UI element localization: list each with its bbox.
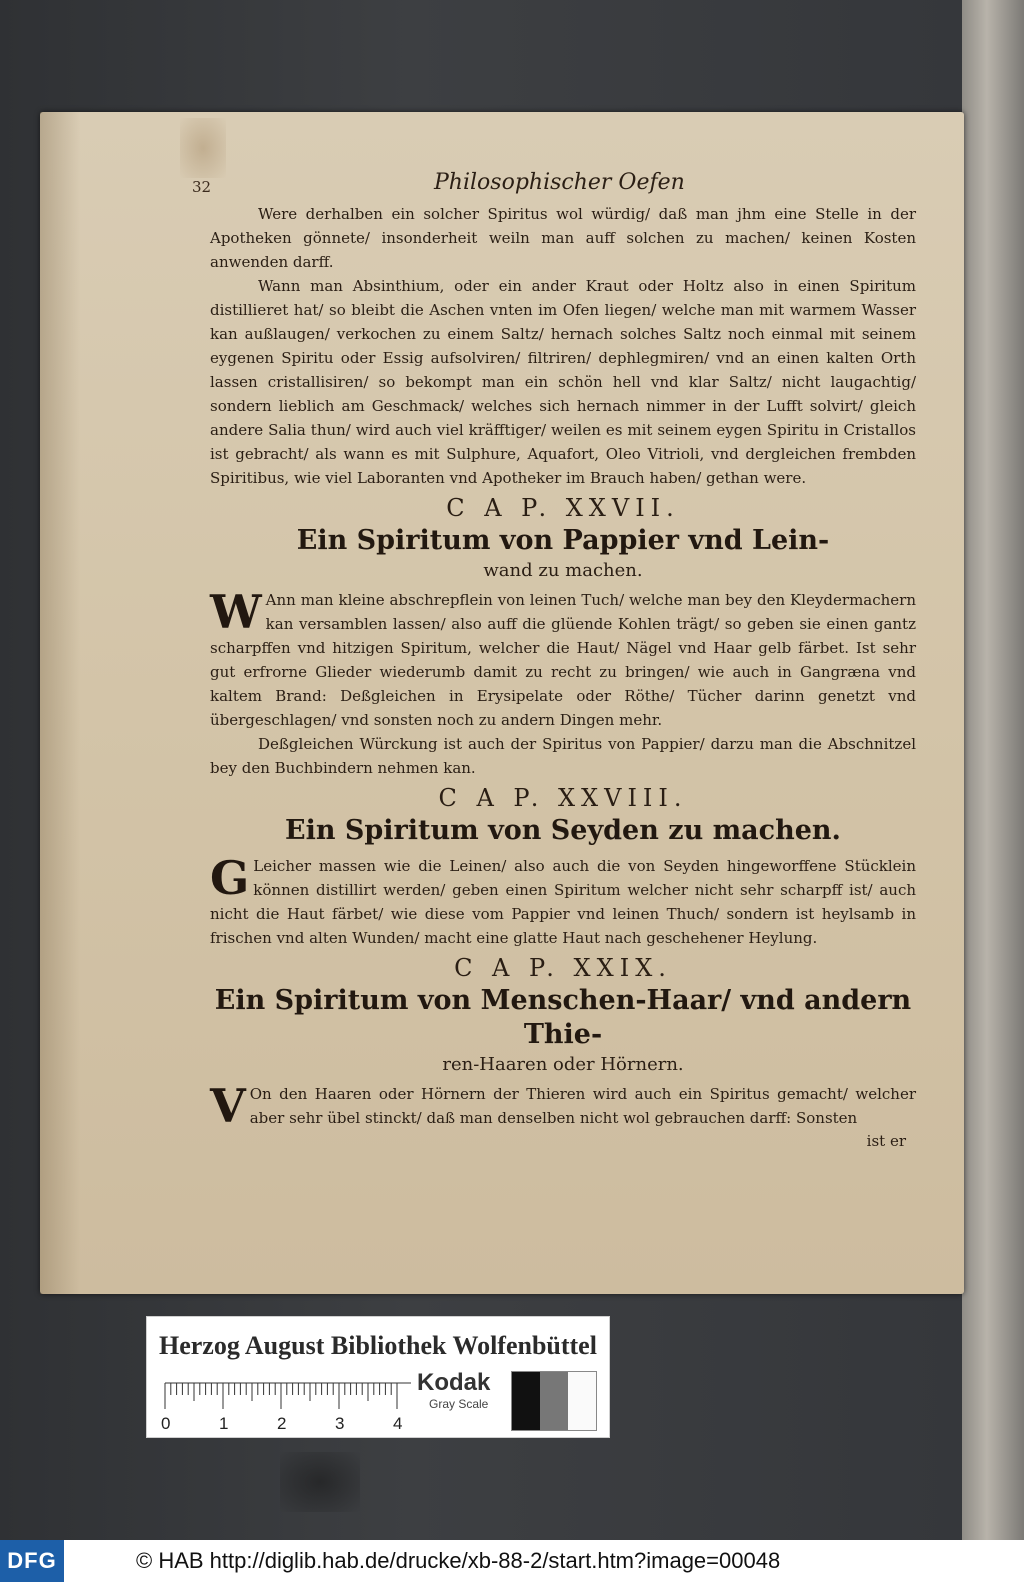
paragraph-text: On den Haaren oder Hörnern der Thieren wird auch ein Spiritus gemacht/ welcher aber sehr übel stinckt/ daß man denselben nicht wol gebrauchen darff: Sonsten <box>249 1085 916 1127</box>
ruler-label: 3 <box>335 1414 345 1433</box>
paragraph: Deßgleichen Würckung ist auch der Spiritus von Pappier/ darzu man die Abschnitzel bey den Buchbindern nehmen kan. <box>210 735 916 777</box>
chapter-number: C A P. XXVII. <box>446 494 680 522</box>
page-text <box>192 168 916 1152</box>
ruler-label: 0 <box>161 1414 171 1433</box>
chapter-number: C A P. XXIX. <box>454 954 672 982</box>
book-edge <box>962 0 1024 1540</box>
paragraph <box>210 1079 916 1133</box>
chapter-number: C A P. XXVIII. <box>438 784 688 812</box>
paragraph: Were derhalben ein solcher Spiritus wol würdig/ daß man jhm eine Stelle in der Apotheken gönnete/ insonderheit weiln man auff solchen zu machen/ keinen Kosten anwenden darff. <box>210 205 916 271</box>
gray-swatch <box>540 1372 568 1430</box>
drop-cap: V <box>210 1079 246 1133</box>
drop-cap: W <box>210 585 262 639</box>
catchword: ist er <box>866 1132 906 1150</box>
drop-cap: G <box>210 851 250 905</box>
page-number: 32 <box>192 178 212 196</box>
chapter-title: Ein Spiritum von Seyden zu machen. <box>285 815 841 846</box>
ruler-label: 4 <box>393 1414 403 1433</box>
paragraph-text: Ann man kleine abschrepflein von leinen Tuch/ welche man bey den Kleydermachern kan versamblen lassen/ also auff die glüende Kohlen trägt/ so geben sie einen gantz scharpffen vnd hitzigen Spiritum, welcher die Haut/ Nägel vnd Haar gelb färbet. Ist sehr gut erfrorne Glieder wiederumb damit zu recht zu bringen/ wie auch in Gangræna vnd kaltem Brand: Deßgleichen in Erysipelate oder Röthe/ Tücher darinn genetzt vnd übergeschlagen/ vnd sonsten noch zu andern Dingen mehr. <box>210 591 916 729</box>
chapter-title: Ein Spiritum von Menschen-Haar/ vnd andern Thie- <box>214 985 912 1050</box>
copyright-url[interactable]: © HAB http://diglib.hab.de/drucke/xb-88-2/start.htm?image=00048 <box>136 1548 781 1573</box>
library-name: Herzog August Bibliothek Wolfenbüttel <box>159 1331 597 1360</box>
running-head: Philosophischer Oefen <box>434 170 685 195</box>
chapter-subtitle: wand zu machen. <box>483 560 643 581</box>
dfg-logo: DFG <box>0 1540 64 1582</box>
kodak-logo: Kodak <box>417 1369 491 1396</box>
paragraph: Wann man Absinthium, oder ein ander Kraut oder Holtz also in einen Spiritum distillieret hat/ so bleibt die Aschen vnten im Ofen liegen/ welche man mit warmem Wasser kan außlaugen/ verkochen zu einem Saltz/ hernach solches Saltz noch einmal mit seinem eygenen Spiritu oder Essig aufsolviren/ filtriren/ dephlegmiren/ vnd an einen kalten Orth lassen cristallisiren/ so bekompt man ein schön hell vnd klar Saltz/ nicht laugachtig/ sondern lieblich am Geschmack/ welches sich hernach nimmer in der Lufft solvirt/ gleich andere Salia thun/ wird auch viel kräfftiger/ weilen es mit seinem eygen Spiritu in Cristallos ist gebracht/ als wann es mit Sulphure, Aquafort, Oleo Vitrioli, vnd dergleichen frembden Spiritibus, wie viel Laboranten vnd Apotheker im Brauch haben/ gethan were. <box>210 277 916 487</box>
gray-swatches <box>511 1371 597 1431</box>
paragraph <box>210 851 916 950</box>
gray-scale-label: Gray Scale <box>429 1397 489 1411</box>
page-gutter-shadow <box>40 112 80 1294</box>
ruler-label: 2 <box>277 1414 287 1433</box>
paragraph-text: Leicher massen wie die Leinen/ also auch die von Seyden hingeworffene Stücklein können distillirt werden/ geben einen Spiritum welcher nicht sehr scharpff ist/ auch nicht die Haut färbet/ wie diese vom Pappier vnd leinen Thuch/ sondern ist heylsamb in frischen vnd alten Wunden/ macht eine glatte Haut nach geschehener Heylung. <box>210 857 916 947</box>
ruler-scale <box>161 1377 415 1433</box>
color-calibration-card <box>146 1316 610 1438</box>
white-swatch <box>568 1372 596 1430</box>
ruler-label: 1 <box>219 1414 229 1433</box>
background-smudge <box>280 1452 360 1512</box>
chapter-title: Ein Spiritum von Pappier vnd Lein- <box>296 525 830 556</box>
black-swatch <box>512 1372 540 1430</box>
footer-bar <box>0 1540 1024 1582</box>
chapter-subtitle: ren-Haaren oder Hörnern. <box>442 1054 684 1075</box>
paragraph <box>210 585 916 732</box>
page-header <box>192 168 916 202</box>
